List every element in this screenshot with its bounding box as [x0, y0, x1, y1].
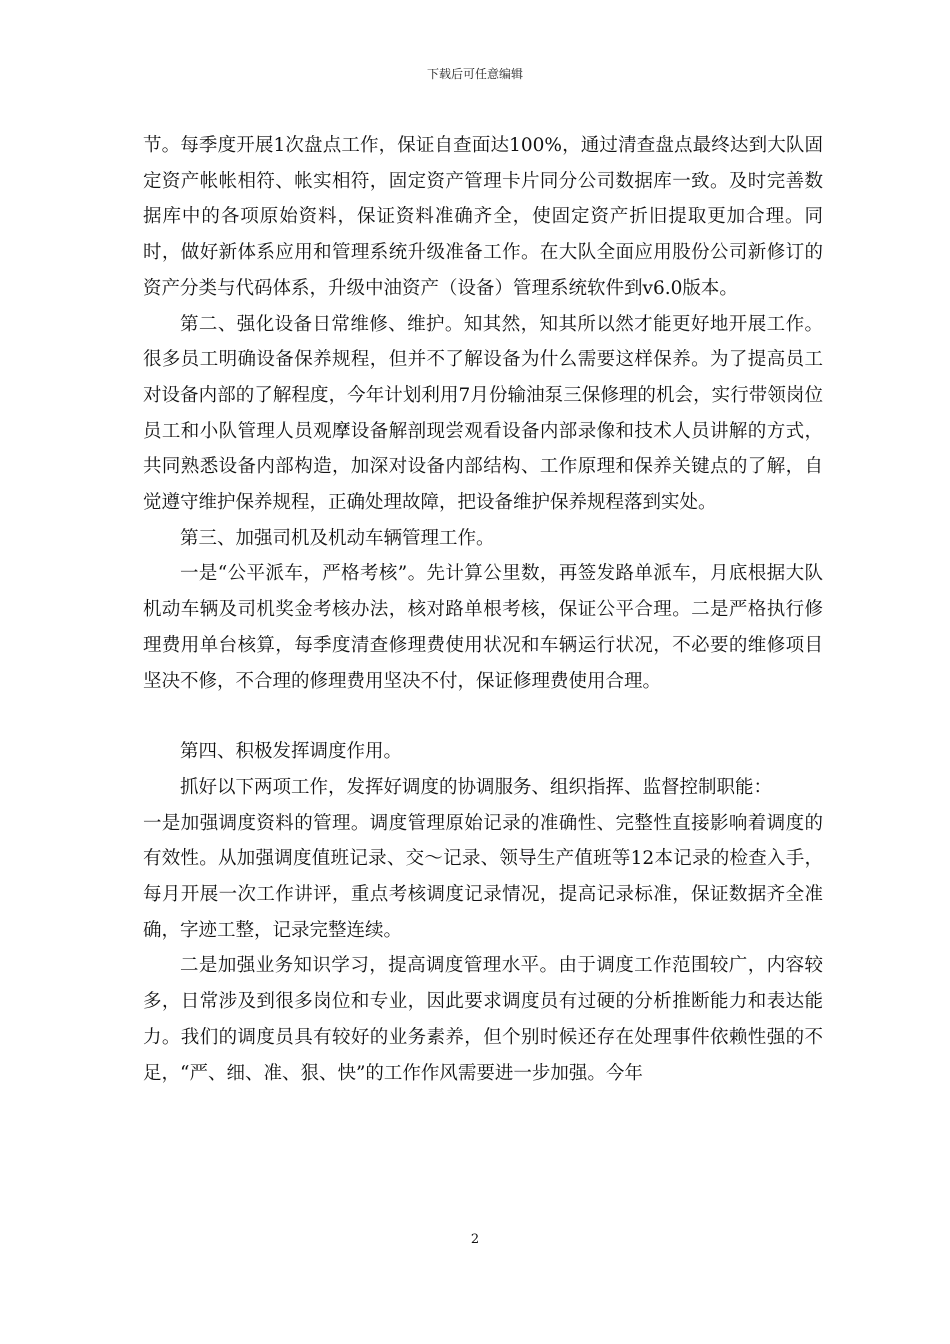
- document-body: [143, 128, 823, 1091]
- paragraph-vehicle-heading: 第三、加强司机及机动车辆管理工作。: [180, 527, 495, 549]
- paragraph-dispatch-intro: 抓好以下两项工作，发挥好调度的协调服务、组织指挥、监督控制职能：: [180, 776, 773, 798]
- paragraph-dispatch-training: 二是加强业务知识学习，提高调度管理水平。由于调度工作范围较广，内容较多，日常涉及到很多岗位和专业，因此要求调度员有过硬的分析推断能力和表达能力。我们的调度员具有较好的业务素养，但个别时候还存在处理事件依赖性强的不足，“严、细、准、狠、快”的工作作风需要进一步加强。今年: [143, 955, 823, 1084]
- page-number: 2: [470, 1232, 480, 1247]
- paragraph-dispatch-heading: 第四、积极发挥调度作用。: [180, 741, 403, 763]
- paragraph-dispatch-records: 一是加强调度资料的管理。调度管理原始记录的准确性、完整性直接影响着调度的有效性。从加强调度值班记录、交～记录、领导生产值班等12本记录的检查入手，每月开展一次工作讲评，重点考核调度记录情况，提高记录标准，保证数据齐全准确，字迹工整，记录完整连续。: [143, 812, 823, 941]
- paragraph-asset-management: 节。每季度开展1次盘点工作，保证自查面达100%，通过清查盘点最终达到大队固定资产帐帐相符、帐实相符，固定资产管理卡片同分公司数据库一致。及时完善数据库中的各项原始资料，保证资料准确齐全，使固定资产折旧提取更加合理。同时，做好新体系应用和管理系统升级准备工作。在大队全面应用股份公司新修订的资产分类与代码体系，升级中油资产（设备）管理系统软件到v6.0版本。: [143, 135, 823, 299]
- paragraph-vehicle-dispatch: 一是“公平派车，严格考核”。先计算公里数，再签发路单派车，月底根据大队机动车辆及司机奖金考核办法，核对路单根考核，保证公平合理。二是严格执行修理费用单台核算，每季度清查修理费使用状况和车辆运行状况，不必要的维修项目坚决不修，不合理的修理费用坚决不付，保证修理费使用合理。: [143, 563, 823, 692]
- paragraph-equipment-maintenance: 第二、强化设备日常维修、维护。知其然，知其所以然才能更好地开展工作。很多员工明确设备保养规程，但并不了解设备为什么需要这样保养。为了提高员工对设备内部的了解程度，今年计划利用7月份输油泵三保修理的机会，实行带领岗位员工和小队管理人员观摩设备解剖现尝观看设备内部录像和技术人员讲解的方式，共同熟悉设备内部构造，加深对设备内部结构、工作原理和保养关键点的了解，自觉遵守维护保养规程，正确处理故障，把设备维护保养规程落到实处。: [143, 313, 823, 514]
- page-header: 下载后可任意编辑: [426, 67, 523, 81]
